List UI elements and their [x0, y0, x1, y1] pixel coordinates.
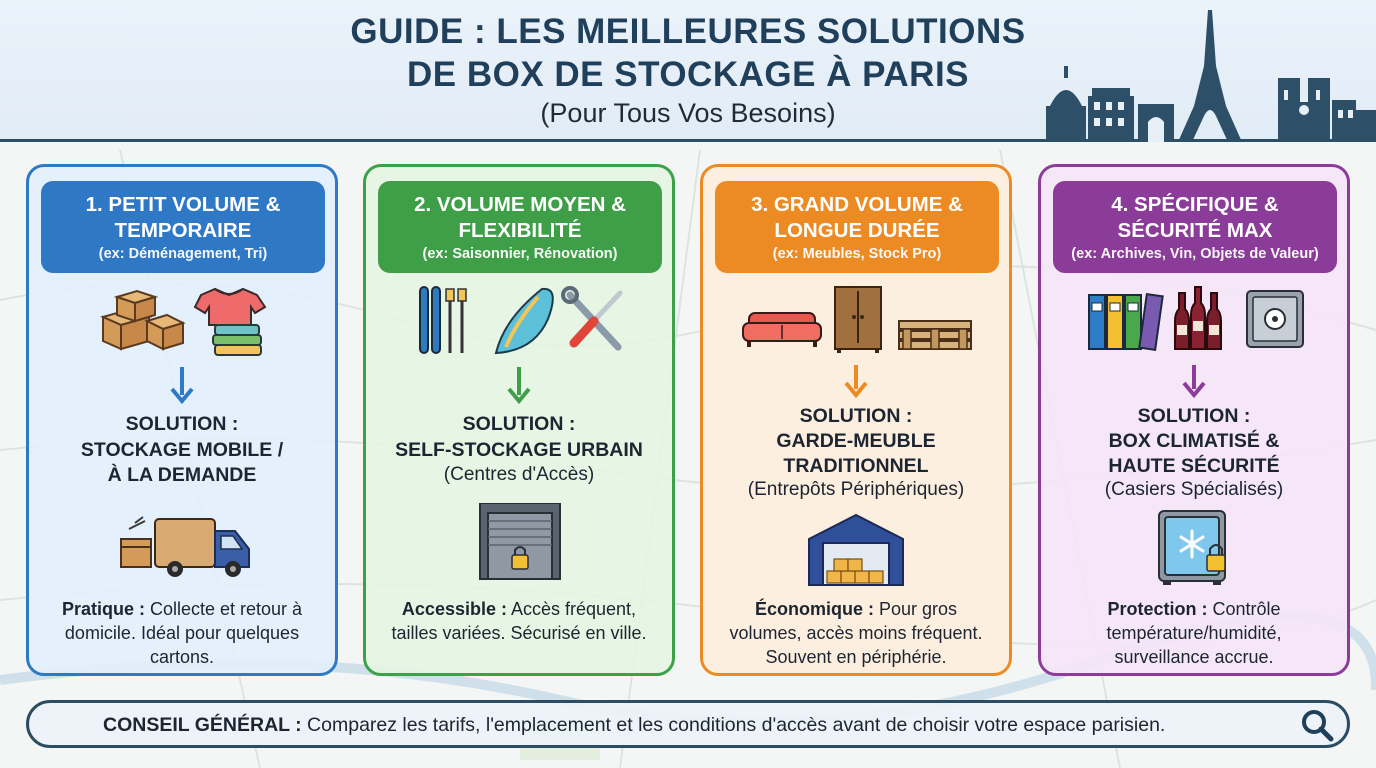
description-keyword: Économique : [754, 599, 874, 619]
safe-icon [1247, 291, 1303, 347]
card-header [715, 181, 999, 273]
description-keyword: Pratique : [61, 599, 145, 619]
card-description [713, 597, 999, 669]
general-advice-text [103, 714, 1293, 737]
pallet-icon [899, 321, 971, 349]
description-line3: surveillance accrue. [1114, 647, 1274, 667]
description-keyword: Accessible : [401, 599, 507, 619]
card-title-line2: SÉCURITÉ MAX [1117, 219, 1273, 242]
surfboard-icon [496, 289, 553, 353]
clothes-icon [195, 289, 265, 355]
sofa-icon [743, 313, 821, 347]
solution-subtitle: (Centres d'Accès) [443, 464, 595, 485]
description-line1: Pour gros [873, 599, 958, 619]
truck-icon [29, 503, 335, 587]
description-line3: cartons. [149, 647, 215, 667]
solution-label: SOLUTION : [462, 413, 576, 435]
climate-safe-icon [1041, 509, 1347, 593]
card-description [39, 597, 325, 669]
description-line1: Accès fréquent, [506, 599, 637, 619]
card-example: (ex: Saisonnier, Rénovation) [422, 246, 618, 262]
skis-icon [420, 287, 466, 353]
card-small-volume [26, 164, 338, 676]
boxes-icon [103, 291, 183, 349]
description-line2: volumes, accès moins fréquent. [729, 623, 983, 643]
solution-name-line1: BOX CLIMATISÉ & [1108, 430, 1280, 452]
description-keyword: Protection : [1107, 599, 1208, 619]
card-title-line1: 2. VOLUME MOYEN & [414, 193, 626, 216]
header-banner [0, 0, 1376, 142]
description-line1: Contrôle [1207, 599, 1281, 619]
card-title-line2: LONGUE DURÉE [774, 219, 940, 242]
card-title-line1: 1. PETIT VOLUME & [85, 193, 281, 216]
card-header [1053, 181, 1337, 273]
description-line3: Souvent en périphérie. [765, 647, 947, 667]
solution-subtitle: (Casiers Spécialisés) [1104, 479, 1284, 500]
solution-name-line1: STOCKAGE MOBILE / [80, 439, 284, 461]
advice-body: Comparez les tarifs, l'emplacement et les conditions d'accès avant de choisir votre espace parisien. [301, 714, 1166, 736]
arrow-down-icon [1041, 365, 1347, 405]
card-medium-volume [363, 164, 675, 676]
description-line2: tailles variées. Sécurisé en ville. [391, 623, 647, 643]
card-icon-row [366, 285, 672, 365]
card-example: (ex: Déménagement, Tri) [98, 246, 268, 262]
card-icon-row [1041, 285, 1347, 365]
card-example: (ex: Meubles, Stock Pro) [772, 246, 942, 262]
solution-label: SOLUTION : [125, 413, 239, 435]
binders-icon [1089, 294, 1163, 350]
wardrobe-icon [835, 287, 881, 353]
description-line1: Collecte et retour à [144, 599, 303, 619]
solution-name-line2: TRADITIONNEL [783, 455, 929, 477]
warehouse-icon [703, 509, 1009, 593]
card-title-line1: 4. SPÉCIFIQUE & [1111, 193, 1279, 216]
storage-unit-icon [366, 503, 672, 587]
solution-label: SOLUTION : [799, 405, 913, 427]
card-header [378, 181, 662, 273]
solution-label: SOLUTION : [1137, 405, 1251, 427]
description-line2: température/humidité, [1106, 623, 1282, 643]
card-title-line1: 3. GRAND VOLUME & [751, 193, 963, 216]
card-header [41, 181, 325, 273]
description-line2: domicile. Idéal pour quelques [64, 623, 300, 643]
arrow-down-icon [366, 365, 672, 405]
paris-skyline-icon [1040, 6, 1376, 142]
search-icon [1299, 707, 1335, 743]
solution-subtitle: (Entrepôts Périphériques) [747, 479, 965, 500]
solution-name-line2: HAUTE SÉCURITÉ [1108, 455, 1280, 477]
card-specific-security [1038, 164, 1350, 676]
solution-name-line1: GARDE-MEUBLE [776, 430, 936, 452]
arrow-down-icon [29, 365, 335, 405]
card-title-line2: FLEXIBILITÉ [458, 219, 582, 242]
arrow-down-icon [703, 365, 1009, 405]
wine-bottles-icon [1175, 287, 1221, 349]
solution-name-line2: À LA DEMANDE [107, 464, 257, 486]
card-title-line2: TEMPORAIRE [114, 219, 252, 242]
page-title-line1: GUIDE : LES MEILLEURES SOLUTIONS [350, 12, 1026, 51]
tools-icon [563, 288, 620, 347]
card-description [376, 597, 662, 645]
advice-keyword: CONSEIL GÉNÉRAL : [103, 714, 302, 736]
card-description [1051, 597, 1337, 669]
card-icon-row [703, 285, 1009, 365]
solution-name: SELF-STOCKAGE URBAIN [395, 439, 643, 461]
card-large-volume [700, 164, 1012, 676]
page-title-line2: DE BOX DE STOCKAGE À PARIS [406, 55, 970, 94]
general-advice-banner [26, 700, 1350, 748]
page-subtitle: (Pour Tous Vos Besoins) [540, 98, 836, 128]
card-icon-row [29, 285, 335, 365]
card-example: (ex: Archives, Vin, Objets de Valeur) [1071, 246, 1319, 262]
